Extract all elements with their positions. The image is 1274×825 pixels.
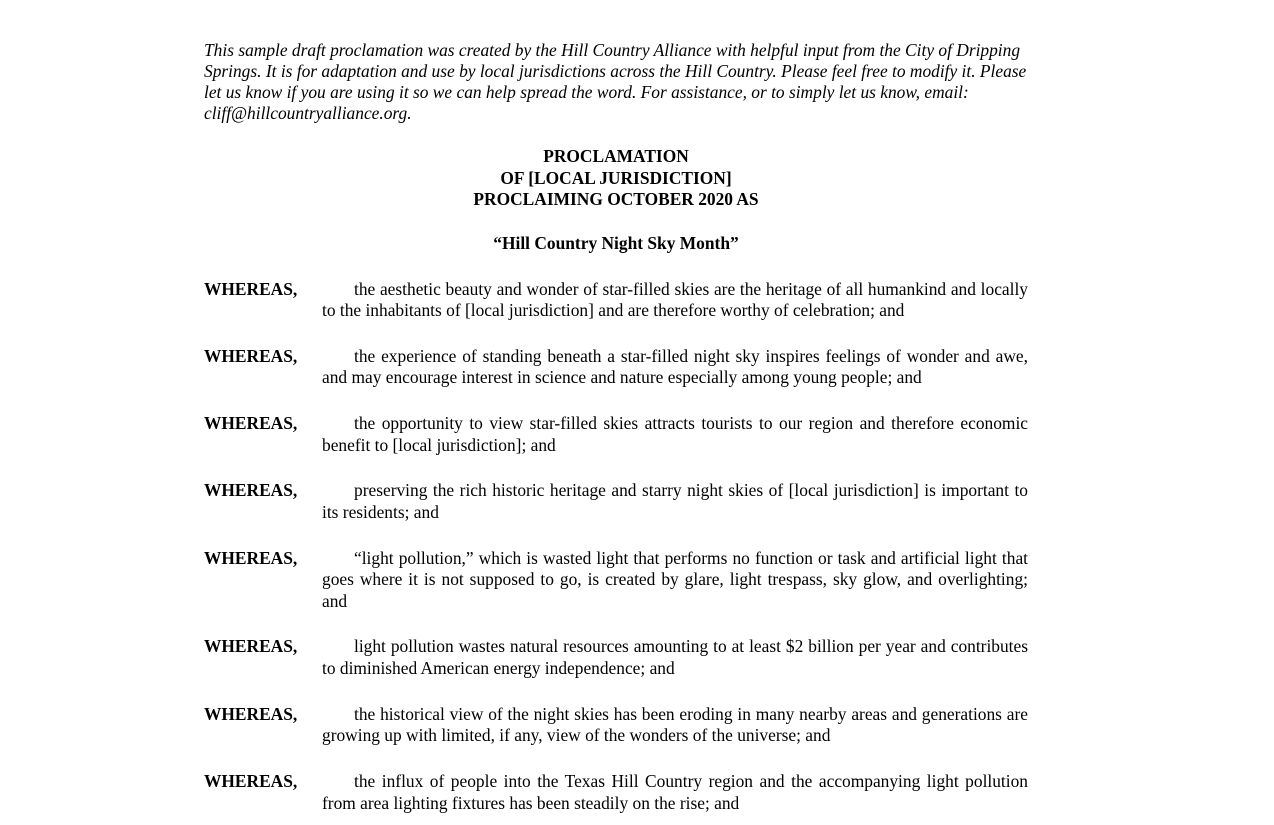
whereas-text: the historical view of the night skies has been eroding in many nearby areas and generations are growing up with limited, if any, view of the wonders of the universe; and <box>322 703 1028 746</box>
title-line-3: PROCLAIMING OCTOBER 2020 AS <box>473 189 759 209</box>
intro-note: This sample draft proclamation was created by the Hill Country Alliance with helpful input from the City of Dripping Springs. It is for adaptation and use by local jurisdictions across the Hill Country. Please feel free to modify it. Please let us know if you are using it so we can help spread the word. For assistance, or to simply let us know, email: cliff@hillcountryalliance.org. <box>204 40 1027 123</box>
whereas-label: WHEREAS, <box>204 345 298 366</box>
whereas-clause <box>204 346 1028 389</box>
whereas-label: WHEREAS, <box>204 636 298 657</box>
whereas-clause <box>204 704 1028 747</box>
whereas-clause <box>204 279 1028 322</box>
whereas-text: the opportunity to view star-filled skies attracts tourists to our region and therefore economic benefit to [local jurisdiction]; and <box>322 413 1028 455</box>
whereas-label: WHEREAS, <box>204 278 298 299</box>
whereas-text: the experience of standing beneath a star-filled night sky inspires feelings of wonder and awe, and may encourage interest in science and nature especially among young people; and <box>322 345 1028 388</box>
whereas-text: the aesthetic beauty and wonder of star-filled skies are the heritage of all humankind and locally to the inhabitants of [local jurisdiction] and are therefore worthy of celebration; and <box>322 278 1028 320</box>
title-line-1: PROCLAMATION <box>543 146 689 166</box>
whereas-clause <box>204 636 1028 679</box>
whereas-label: WHEREAS, <box>204 480 298 501</box>
whereas-text: “light pollution,” which is wasted light that performs no function or task and artificial light that goes where it is not supposed to go, is created by glare, light trespass, sky glow, and overlighting; and <box>322 547 1028 611</box>
proclamation-title <box>204 146 1028 211</box>
title-line-2: OF [LOCAL JURISDICTION] <box>500 167 732 188</box>
whereas-clause <box>204 548 1028 612</box>
whereas-clause <box>204 771 1028 814</box>
whereas-list <box>204 279 1028 814</box>
whereas-text: the influx of people into the Texas Hill Country region and the accompanying light pollution from area lighting fixtures has been steadily on the rise; and <box>322 771 1028 813</box>
proclamation-subtitle: “Hill Country Night Sky Month” <box>493 232 739 253</box>
proclamation-page <box>204 40 1028 825</box>
whereas-text: light pollution wastes natural resources amounting to at least $2 billion per year and contributes to diminished American energy independence; and <box>322 636 1028 678</box>
whereas-text: preserving the rich historic heritage and starry night skies of [local jurisdiction] is important to its residents; and <box>322 480 1028 522</box>
whereas-clause <box>204 413 1028 456</box>
whereas-label: WHEREAS, <box>204 703 298 724</box>
whereas-label: WHEREAS, <box>204 771 298 792</box>
whereas-label: WHEREAS, <box>204 547 298 568</box>
whereas-label: WHEREAS, <box>204 413 298 434</box>
whereas-clause <box>204 480 1028 523</box>
